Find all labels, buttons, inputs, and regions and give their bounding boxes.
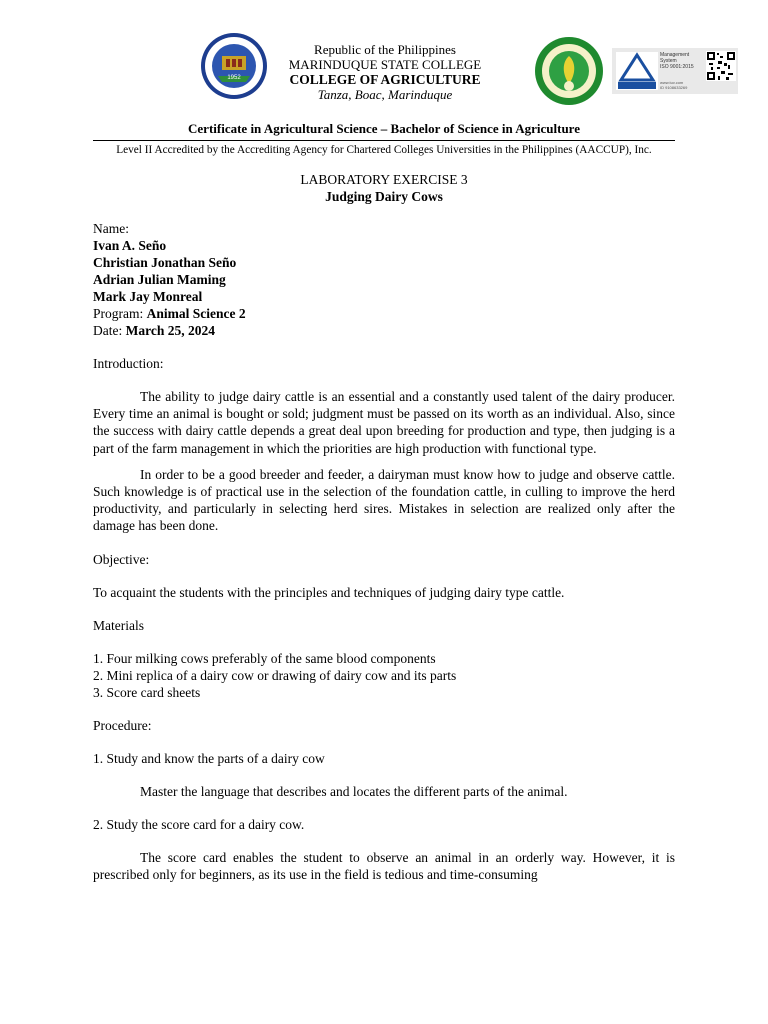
objective-text: To acquaint the students with the principles and techniques of judging dairy type cattle. bbox=[93, 584, 565, 600]
student-name: Ivan A. Seño bbox=[93, 238, 167, 253]
exercise-number: LABORATORY EXERCISE 3 bbox=[300, 172, 468, 187]
material-item: 3. Score card sheets bbox=[93, 684, 201, 700]
material-item: 1. Four milking cows preferably of the same blood components bbox=[93, 650, 436, 666]
republic-line: Republic of the Philippines bbox=[314, 42, 456, 57]
introduction-paragraph: The ability to judge dairy cattle is an essential and a constantly used talent of the dairy producer. Every time an animal is bought or sold; judgment must be passed on its worth as an individual. Also, since the success with dairy cattle depends a great deal upon breeding for production and type, then judging is a part of the farm management in which the priorities are high production with functional type. bbox=[93, 389, 675, 456]
program-row bbox=[93, 305, 675, 322]
date-label: Date: bbox=[93, 323, 123, 338]
letterhead bbox=[240, 42, 530, 102]
tuv-logo-icon bbox=[616, 52, 658, 90]
accreditation-line: Level II Accredited by the Accrediting Agency for Chartered Colleges Universities in the Philippines (AACCUP), Inc. bbox=[116, 144, 652, 156]
procedure-heading: Procedure: bbox=[93, 717, 152, 733]
student-info bbox=[93, 220, 675, 339]
document-body bbox=[93, 220, 675, 883]
exercise-title: Judging Dairy Cows bbox=[325, 189, 443, 204]
college-name: MARINDUQUE STATE COLLEGE bbox=[288, 57, 482, 72]
agriculture-seal-logo bbox=[534, 36, 604, 106]
department-name: COLLEGE OF AGRICULTURE bbox=[289, 72, 481, 87]
date-row bbox=[93, 322, 675, 339]
program-label: Program: bbox=[93, 306, 144, 321]
procedure-step-detail: The score card enables the student to observe an animal in an orderly way. However, it is prescribed only for beginners, as its use in the field is tedious and time-consuming bbox=[93, 849, 675, 882]
iso-certification-badge bbox=[612, 48, 738, 94]
college-location: Tanza, Boac, Marinduque bbox=[317, 87, 453, 102]
procedure-step-detail: Master the language that describes and locates the different parts of the animal. bbox=[140, 783, 568, 799]
qr-code-icon bbox=[706, 51, 736, 81]
procedure-step: 2. Study the score card for a dairy cow. bbox=[93, 816, 305, 832]
date-value: March 25, 2024 bbox=[125, 323, 215, 338]
objective-heading: Objective: bbox=[93, 551, 150, 567]
introduction-heading: Introduction: bbox=[93, 356, 164, 371]
svg-text:1952: 1952 bbox=[227, 75, 241, 81]
student-name: Mark Jay Monreal bbox=[93, 289, 203, 304]
introduction-paragraph: In order to be a good breeder and feeder, a dairyman must know how to judge and observe cattle. Such knowledge is of practical use in the selection of the foundation cattle, in culling to improve the herd productivity, and particularly in selecting herd sires. Mistakes in selection are realized only after the damage has been done. bbox=[93, 466, 675, 534]
tuv-text: Management System ISO 9001:2015 bbox=[660, 52, 694, 70]
procedure-step: 1. Study and know the parts of a dairy cow bbox=[93, 750, 325, 766]
student-name: Adrian Julian Maming bbox=[93, 272, 226, 287]
program-value: Animal Science 2 bbox=[146, 306, 246, 321]
tuv-url: www.tuv.com ID 9108633269 bbox=[660, 80, 688, 90]
materials-heading: Materials bbox=[93, 617, 144, 633]
header-divider bbox=[93, 140, 675, 141]
student-name: Christian Jonathan Seño bbox=[93, 255, 237, 270]
material-item: 2. Mini replica of a dairy cow or drawing of dairy cow and its parts bbox=[93, 667, 457, 683]
name-label: Name: bbox=[93, 221, 129, 236]
program-line: Certificate in Agricultural Science – Bachelor of Science in Agriculture bbox=[188, 121, 580, 136]
